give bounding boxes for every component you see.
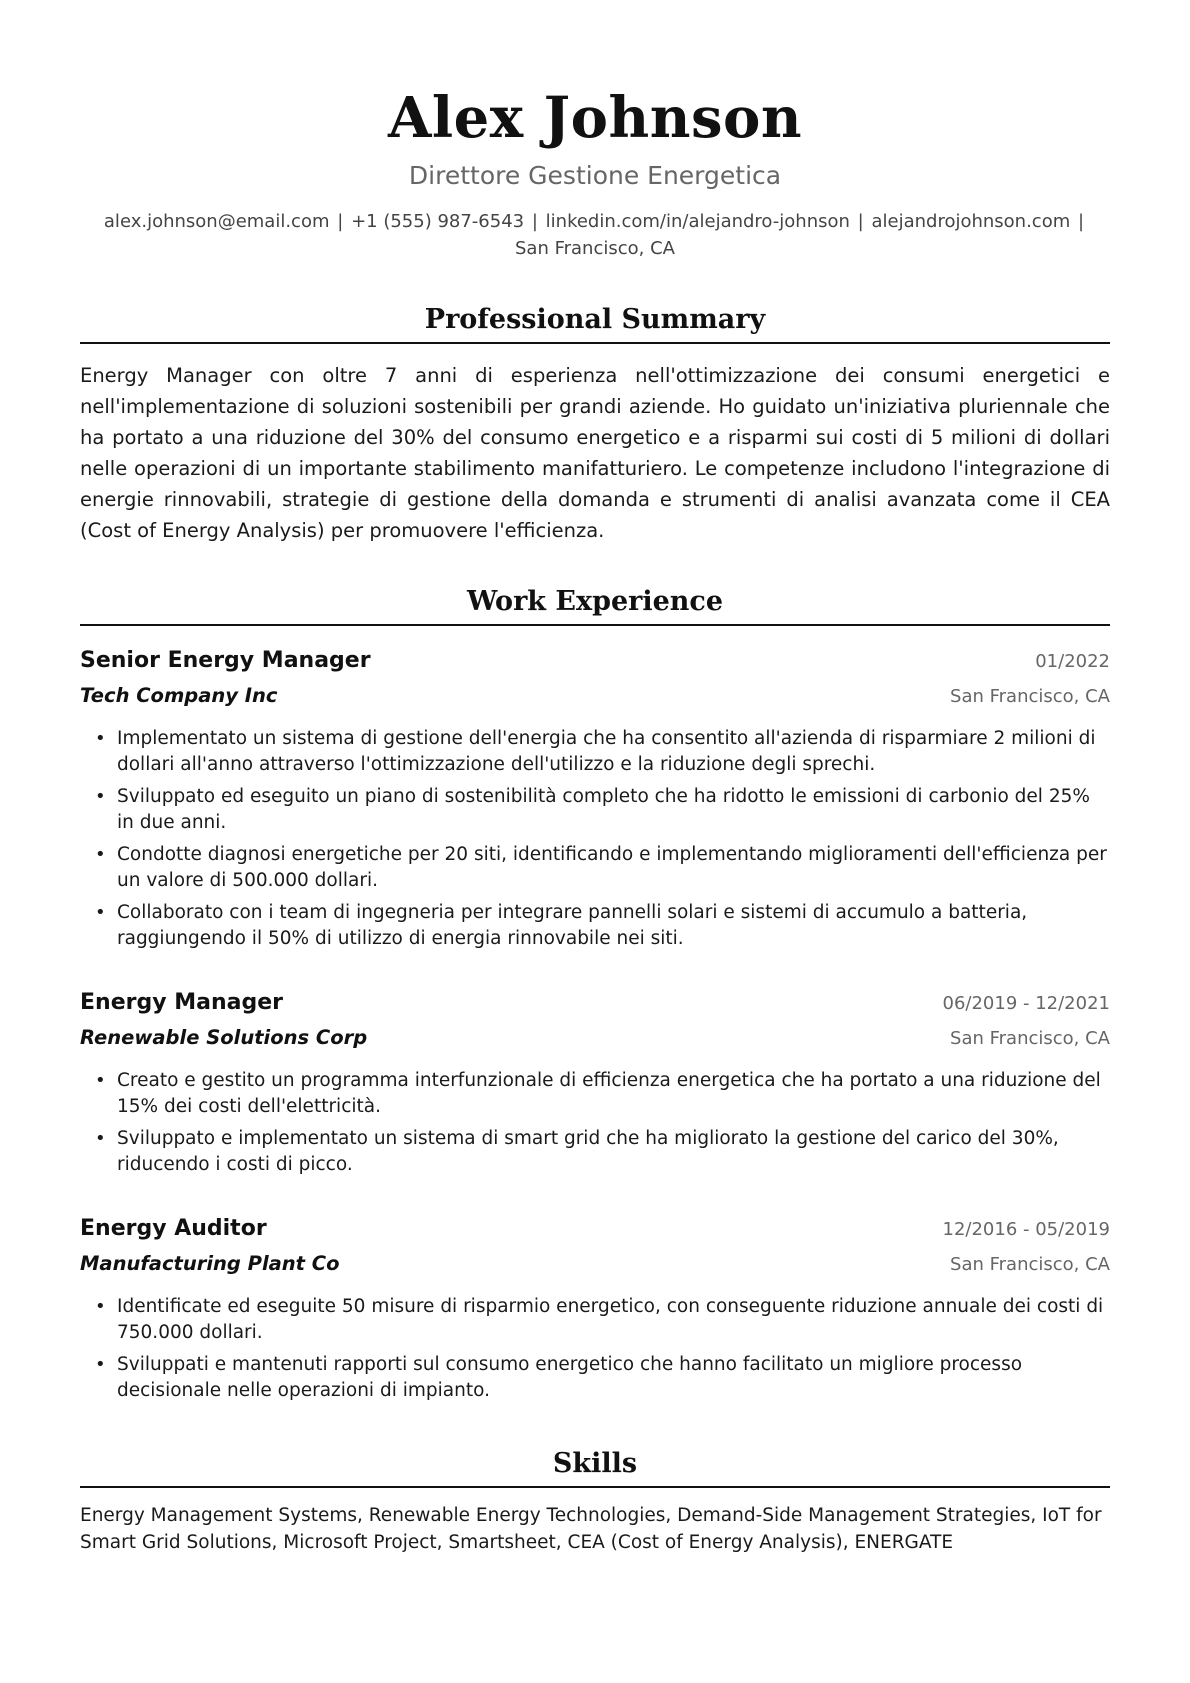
contact-separator: | bbox=[531, 211, 538, 232]
job-header-row bbox=[80, 986, 1110, 1021]
bullet-icon: • bbox=[95, 728, 106, 749]
candidate-role: Direttore Gestione Energetica bbox=[408, 161, 782, 190]
job-entry bbox=[80, 986, 1110, 1178]
job-location: San Francisco, CA bbox=[950, 686, 1110, 707]
contact-separator: | bbox=[857, 211, 864, 232]
bullet-icon: • bbox=[95, 902, 106, 923]
bullet-icon: • bbox=[95, 1354, 106, 1375]
section-title-experience: Work Experience bbox=[80, 584, 1110, 626]
job-header-row bbox=[80, 644, 1110, 679]
list-item bbox=[80, 900, 1110, 952]
bullet-text: Sviluppati e mantenuti rapporti sul consumo energetico che hanno facilitato un migliore processo decisionale nelle operazioni di impianto. bbox=[117, 1354, 1023, 1401]
contact-location: San Francisco, CA bbox=[515, 238, 675, 259]
contact-separator: | bbox=[337, 211, 344, 232]
job-title: Energy Manager bbox=[80, 990, 283, 1015]
job-company: Renewable Solutions Corp bbox=[80, 1026, 368, 1049]
job-bullets bbox=[80, 726, 1110, 952]
job-date: 01/2022 bbox=[1035, 651, 1110, 672]
list-item bbox=[80, 842, 1110, 894]
job-title: Energy Auditor bbox=[80, 1216, 267, 1241]
bullet-icon: • bbox=[95, 1128, 106, 1149]
job-company-row bbox=[80, 1247, 1110, 1282]
section-title-skills: Skills bbox=[80, 1446, 1110, 1488]
summary-section bbox=[80, 302, 1110, 546]
job-company: Manufacturing Plant Co bbox=[80, 1252, 340, 1275]
contact-linkedin[interactable]: linkedin.com/in/alejandro-johnson bbox=[545, 211, 850, 232]
bullet-icon: • bbox=[95, 1070, 106, 1091]
bullet-text: Creato e gestito un programma interfunzionale di efficienza energetica che ha portato a una riduzione del 15% dei costi dell'elettricità. bbox=[117, 1070, 1101, 1117]
contact-email[interactable]: alex.johnson@email.com bbox=[103, 211, 330, 232]
bullet-icon: • bbox=[95, 844, 106, 865]
candidate-name: Alex Johnson bbox=[387, 85, 803, 151]
bullet-text: Sviluppato ed eseguito un piano di sostenibilità completo che ha ridotto le emissioni di carbonio del 25% in due anni. bbox=[117, 786, 1090, 833]
list-item bbox=[80, 1352, 1110, 1404]
job-bullets bbox=[80, 1068, 1110, 1178]
job-company-row bbox=[80, 1021, 1110, 1056]
job-company-row bbox=[80, 679, 1110, 714]
list-item bbox=[80, 726, 1110, 778]
job-location: San Francisco, CA bbox=[950, 1028, 1110, 1049]
bullet-text: Collaborato con i team di ingegneria per integrare pannelli solari e sistemi di accumulo a batteria, raggiungendo il 50% di utilizzo di energia rinnovabile nei siti. bbox=[117, 902, 1028, 949]
contact-phone[interactable]: +1 (555) 987-6543 bbox=[351, 211, 525, 232]
job-date: 12/2016 - 05/2019 bbox=[942, 1219, 1110, 1240]
bullet-text: Condotte diagnosi energetiche per 20 siti, identificando e implementando miglioramenti dell'efficienza per un valore di 500.000 dollari. bbox=[117, 844, 1107, 891]
resume-header bbox=[80, 0, 1110, 262]
contact-website[interactable]: alejandrojohnson.com bbox=[871, 211, 1071, 232]
bullet-text: Implementato un sistema di gestione dell'energia che ha consentito all'azienda di risparmiare 2 milioni di dollari all'anno attraverso l'ottimizzazione dell'utilizzo e la riduzione degli sprechi. bbox=[117, 728, 1096, 775]
bullet-icon: • bbox=[95, 786, 106, 807]
job-bullets bbox=[80, 1294, 1110, 1404]
job-header-row bbox=[80, 1212, 1110, 1247]
job-company: Tech Company Inc bbox=[80, 684, 278, 707]
summary-text: Energy Manager con oltre 7 anni di esperienza nell'ottimizzazione dei consumi energetici e nell'implementazione di soluzioni sostenibili per grandi aziende. Ho guidato un'iniziativa pluriennale che ha portato a una riduzione del 30% del consumo energetico e a risparmi sui costi di 5 milioni di dollari nelle operazioni di un importante stabilimento manifatturiero. Le competenze includono l'integrazione di energie rinnovabili, strategie di gestione della domanda e strumenti di analisi avanzata come il CEA (Cost of Energy Analysis) per promuovere l'efficienza. bbox=[80, 364, 1110, 542]
job-entry bbox=[80, 1212, 1110, 1404]
list-item bbox=[80, 784, 1110, 836]
skills-text: Energy Management Systems, Renewable Energy Technologies, Demand-Side Management Strategies, IoT for Smart Grid Solutions, Microsoft Project, Smartsheet, CEA (Cost of Energy Analysis), ENERGATE bbox=[80, 1505, 1102, 1553]
section-title-summary: Professional Summary bbox=[80, 302, 1110, 344]
job-entry bbox=[80, 644, 1110, 952]
contact-separator: | bbox=[1078, 211, 1085, 232]
job-location: San Francisco, CA bbox=[950, 1254, 1110, 1275]
list-item bbox=[80, 1294, 1110, 1346]
skills-section bbox=[80, 1446, 1110, 1556]
job-date: 06/2019 - 12/2021 bbox=[942, 993, 1110, 1014]
contact-line bbox=[80, 208, 1110, 262]
bullet-text: Sviluppato e implementato un sistema di smart grid che ha migliorato la gestione del carico del 30%, riducendo i costi di picco. bbox=[117, 1128, 1059, 1175]
job-title: Senior Energy Manager bbox=[80, 648, 371, 673]
work-experience-section bbox=[80, 584, 1110, 1404]
bullet-text: Identificate ed eseguite 50 misure di risparmio energetico, con conseguente riduzione annuale dei costi di 750.000 dollari. bbox=[117, 1296, 1104, 1343]
list-item bbox=[80, 1126, 1110, 1178]
bullet-icon: • bbox=[95, 1296, 106, 1317]
list-item bbox=[80, 1068, 1110, 1120]
